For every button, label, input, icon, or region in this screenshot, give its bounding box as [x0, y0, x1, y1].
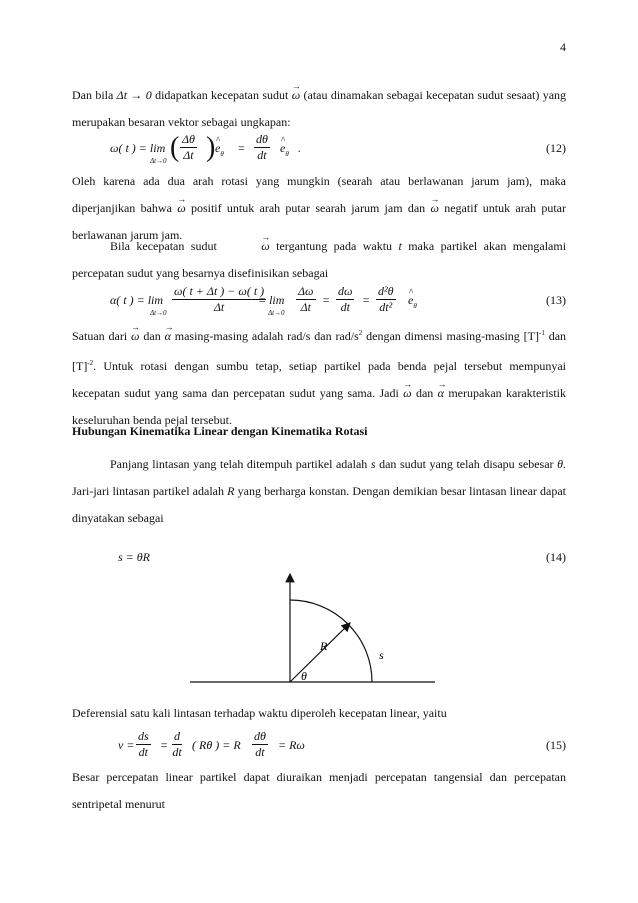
paragraph-angular-acceleration: Bila kecepatan sudut → ω tergantung pada waktu t maka partikel akan mengalami percepatan sudut yang besarnya disefinisikan sebagai — [72, 233, 566, 287]
equation-14: s = θR (14) — [118, 550, 566, 564]
label-s: s — [379, 648, 384, 662]
paragraph-intro: Dan bila Δt → 0 didapatkan kecepatan sudut → ω (atau dinamakan sebagai kecepatan sudut sesaat) yang merupakan besaran vektor sebagai ungkapan: — [72, 82, 566, 136]
paragraph-velocity: Deferensial satu kali lintasan terhadap waktu diperoleh kecepatan linear, yaitu — [72, 706, 447, 720]
paragraph-direction: Oleh karena ada dua arah rotasi yang mungkin (searah atau berlawanan jarum jam), maka diperjanjikan bahwa → ω positif untuk arah putar searah jarum jam dan → ω negatif untuk arah putar berlawanan jarum jam. — [72, 168, 566, 249]
equation-number-13: (13) — [546, 293, 566, 307]
equation-number-12: (12) — [546, 141, 566, 155]
equation-number-15: (15) — [546, 738, 566, 752]
equation-number-14: (14) — [546, 550, 566, 564]
page-number: 4 — [560, 40, 566, 54]
equation-15: v = $\frac{ds}{dt}$ = $\frac{d}{dt}$ ( Rθ ) = R $\frac{d\theta}{dt}$ = Rω (15) — [118, 729, 566, 759]
label-R: R — [320, 639, 328, 653]
paragraph-linear-rotation: Panjang lintasan yang telah ditempuh partikel adalah s dan sudut yang telah disapu sebesar θ. Jari-jari lintasan partikel adalah R yang berharga konstan. Dengan demikian besar lintasan linear dapat dinyatakan sebagai — [72, 457, 567, 525]
arc-length-figure — [190, 570, 440, 695]
equation-12: ω( t ) = lim Δt→0 ( $\frac{\Delta\theta}{\Delta t}$ ) ^ $e_\theta$ = $\frac{d\theta}{dt}$ ^ $e_\theta$ . (12) — [0, 130, 638, 170]
equation-13: α( t ) = lim Δt→0 $\frac{\omega( t + \Delta t ) - \omega( t )}{\Delta t}$ = lim Δt→0 $\frac{\Delta\omega}{\Delta t}$ = $\frac{d\omega}{dt}$ = $\frac{\text{d²θ}}{\text{dt²}}$ ^ $e_\theta$ (13) — [0, 282, 638, 322]
section-heading: Hubungan Kinematika Linear dengan Kinematika Rotasi — [72, 424, 368, 438]
paragraph-acceleration: Besar percepatan linear partikel dapat diuraikan menjadi percepatan tangensial dan percepatan sentripetal menurut — [72, 770, 566, 811]
paragraph-units: Satuan dari → ω dan → α masing-masing adalah rad/s dan rad/$s^2$ dengan dimensi masing-masing $[T]^{-1}$ dan $[T]^{-2}$. Untuk rotasi dengan sumbu tetap, setiap partikel pada benda pejal tersebut mempunyai kecepatan sudut yang sama dan percepatan sudut yang sama. Jadi → ω dan → α merupakan karakteristik keseluruhan benda pejal tersebut. — [72, 320, 566, 434]
label-theta: θ — [301, 669, 307, 683]
